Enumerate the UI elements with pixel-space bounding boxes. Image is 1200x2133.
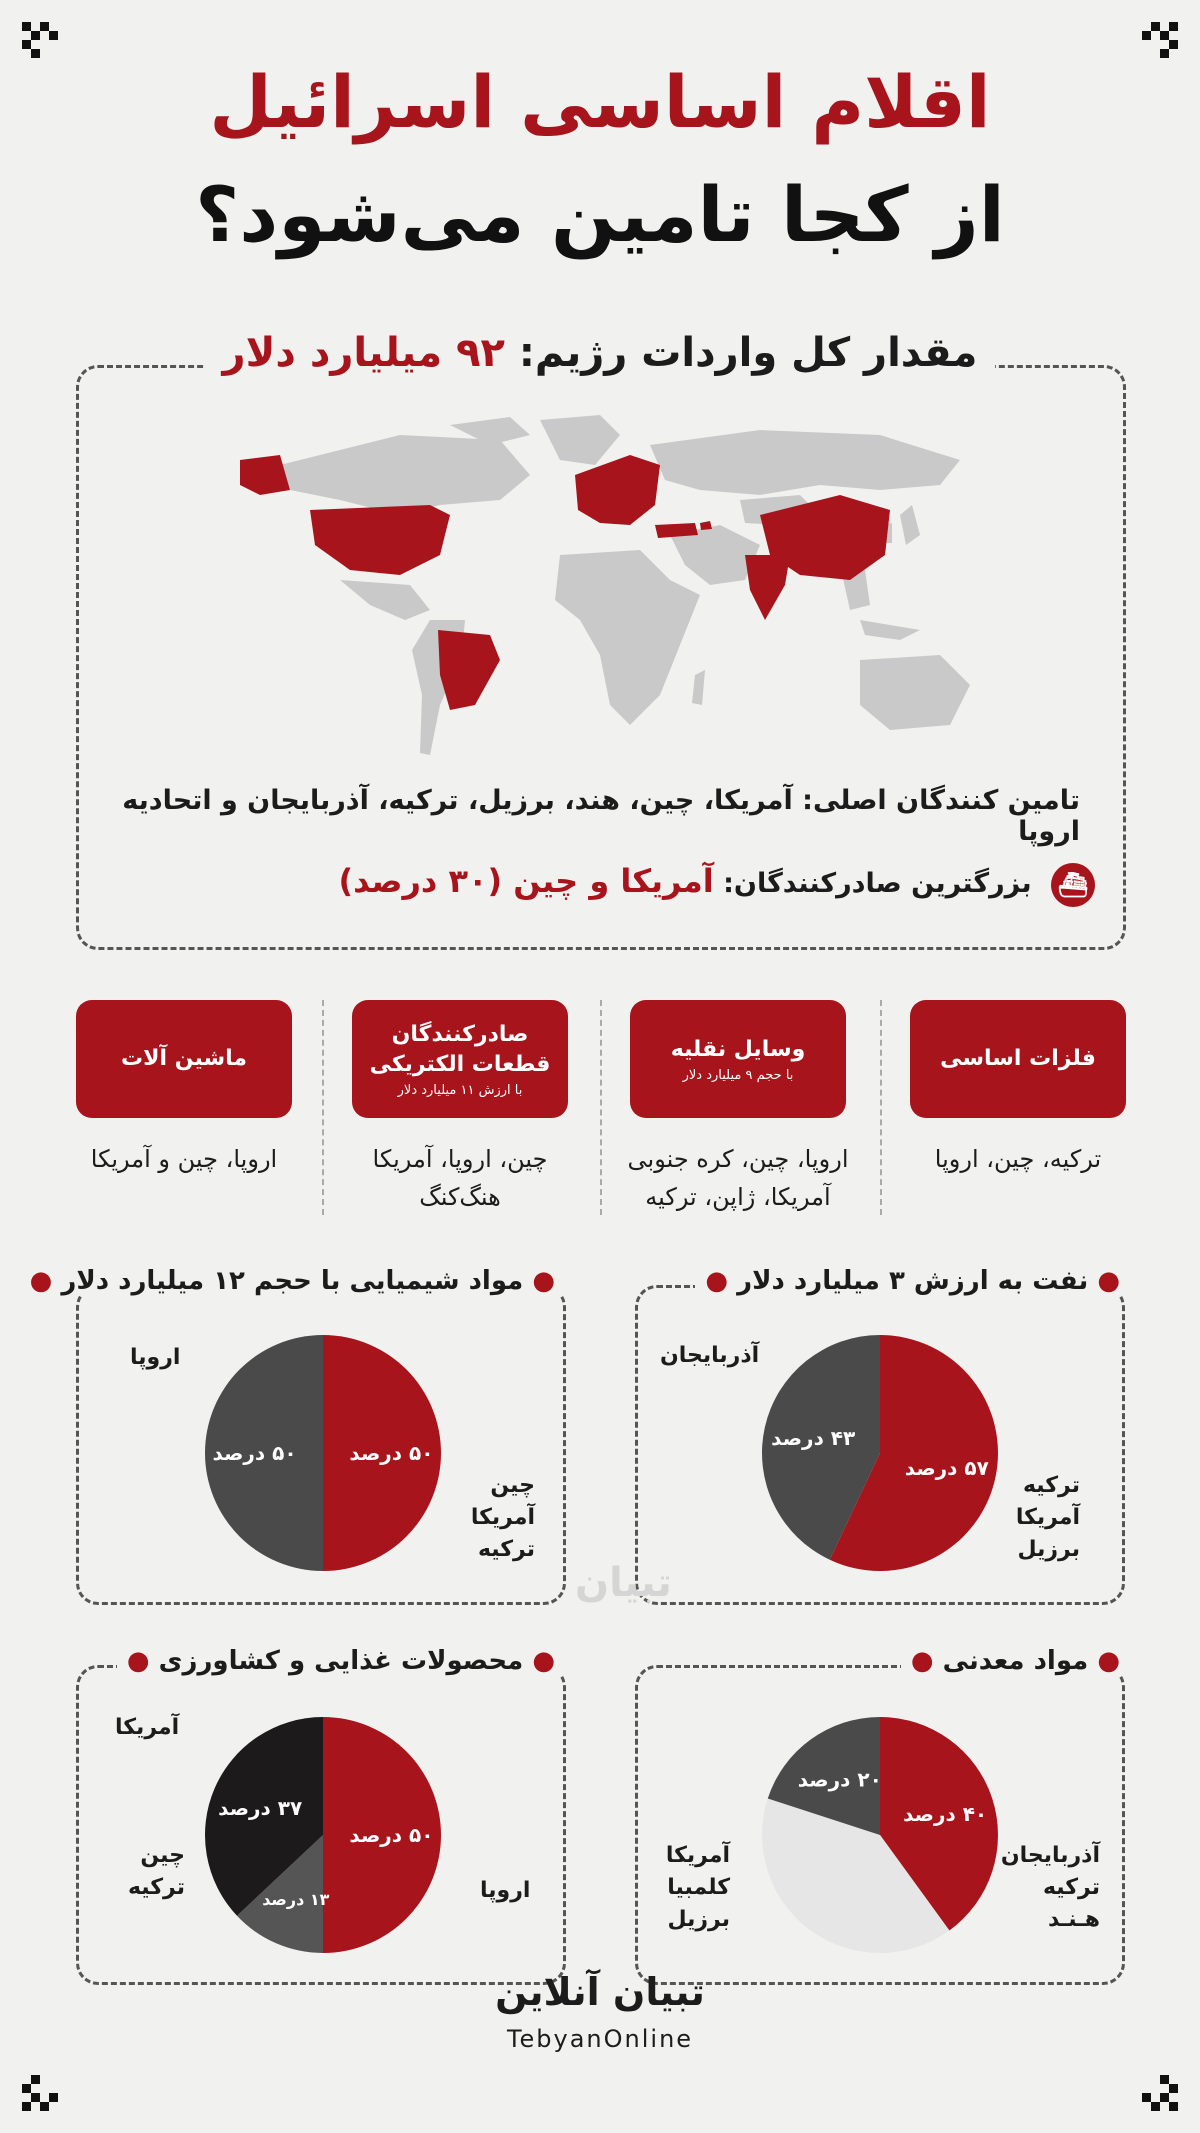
food-label-china-turkey: چین ترکیه	[127, 1843, 185, 1900]
oil-slice-label-0: ۵۷ درصد	[904, 1455, 989, 1480]
category-title: صادرکنندگان قطعات الکتریکی	[369, 1021, 551, 1077]
suppliers-text: تامین کنندگان اصلی: آمریکا، چین، هند، برزیل، ترکیه، آذربایجان و اتحادیه اروپا	[122, 785, 1080, 847]
chemicals-label-china-us-turkey: چین آمریکا ترکیه	[470, 1473, 535, 1562]
total-imports-value: ۹۲ میلیارد دلار	[222, 330, 505, 376]
total-imports	[0, 330, 1200, 376]
food-chart-title-text: محصولات غذایی و کشاورزی	[158, 1646, 524, 1676]
food-slice-label-2: ۳۷ درصد	[218, 1795, 303, 1820]
category-card	[352, 1000, 568, 1118]
category-subtitle: با حجم ۹ میلیارد دلار	[682, 1068, 794, 1084]
minerals-chart-title-text: مواد معدنی	[942, 1646, 1089, 1676]
divider	[600, 1000, 602, 1215]
biggest-exporters-value: آمریکا و چین (۳۰ درصد)	[338, 862, 714, 900]
oil-label-turkey-us-brazil: ترکیه آمریکا برزیل	[1015, 1473, 1080, 1562]
food-label-europe: اروپا	[480, 1878, 531, 1903]
oil-chart-title-text: نفت به ارزش ۳ میلیارد دلار	[737, 1266, 1089, 1296]
oil-label-azerbaijan: آذربایجان	[660, 1343, 760, 1368]
chemicals-slice-label-1: ۵۰ درصد	[212, 1441, 297, 1465]
chemicals-chart-title: ● مواد شیمیایی با حجم ۱۲ میلیارد دلار ●	[20, 1266, 565, 1296]
divider	[880, 1000, 882, 1215]
total-imports-label: مقدار کل واردات رژیم:	[518, 330, 978, 376]
food-pie	[203, 1715, 443, 1955]
food-label-us: آمریکا	[115, 1715, 180, 1740]
minerals-chart-title: ● مواد معدنی ●	[901, 1646, 1130, 1676]
chemicals-label-europe: اروپا	[130, 1345, 181, 1370]
minerals-pie	[760, 1715, 1000, 1955]
category-card	[910, 1000, 1126, 1118]
minerals-slice-label-0: ۴۰ درصد	[903, 1801, 988, 1826]
corner-ornament-icon	[1132, 2065, 1178, 2111]
divider	[322, 1000, 324, 1215]
food-slice-label-1: ۱۳ درصد	[262, 1889, 330, 1909]
oil-pie	[760, 1333, 1000, 1573]
category-title: فلزات اساسی	[940, 1046, 1096, 1072]
category-card	[630, 1000, 846, 1118]
category-card	[76, 1000, 292, 1118]
page-title: اقلام اساسی اسرائیل	[209, 60, 991, 144]
chemicals-slice-label-0: ۵۰ درصد	[349, 1441, 434, 1465]
category-countries: اروپا، چین و آمریکا	[90, 1145, 278, 1173]
corner-ornament-icon	[22, 2065, 68, 2111]
brand-logo-latin: TebyanOnline	[506, 2025, 694, 2053]
category-title: ماشین آلات	[121, 1046, 247, 1072]
category-title: وسایل نقلیه	[670, 1036, 806, 1062]
brand-logo: تبیان آنلاین	[495, 1970, 705, 2014]
watermark: تبیان	[575, 1560, 672, 1606]
minerals-label-us-colombia-brazil: آمریکا کلمبیا برزیل	[665, 1843, 730, 1932]
world-map	[200, 405, 1000, 765]
biggest-exporters	[80, 862, 1095, 907]
oil-slice-label-1: ۴۳ درصد	[771, 1426, 856, 1451]
food-slice-label-0: ۵۰ درصد	[349, 1823, 434, 1847]
biggest-exporters-label: بزرگترین صادرکنندگان:	[723, 868, 1032, 899]
category-subtitle: با ارزش ۱۱ میلیارد دلار	[397, 1083, 523, 1099]
chemicals-pie	[203, 1333, 443, 1573]
category-countries: چین، اروپا، آمریکا هنگ‌کنگ	[372, 1145, 548, 1212]
page-subtitle: از کجا تامین می‌شود؟	[195, 170, 1005, 259]
food-chart-title: ● محصولات غذایی و کشاورزی ●	[117, 1646, 565, 1676]
minerals-slice-label-2: ۲۰ درصد	[797, 1767, 882, 1792]
category-countries: اروپا، چین، کره جنوبی آمریکا، ژاپن، ترکیه	[627, 1145, 849, 1212]
chemicals-chart-title-text: مواد شیمیایی با حجم ۱۲ میلیارد دلار	[61, 1266, 524, 1296]
ship-icon: ⛴	[1051, 863, 1095, 907]
oil-chart-title: ● نفت به ارزش ۳ میلیارد دلار ●	[695, 1266, 1130, 1296]
minerals-label-azerbaijan-turkey-india: آذربایجان ترکیه هـنـد	[1000, 1843, 1100, 1932]
category-countries: ترکیه، چین، اروپا	[934, 1145, 1102, 1173]
